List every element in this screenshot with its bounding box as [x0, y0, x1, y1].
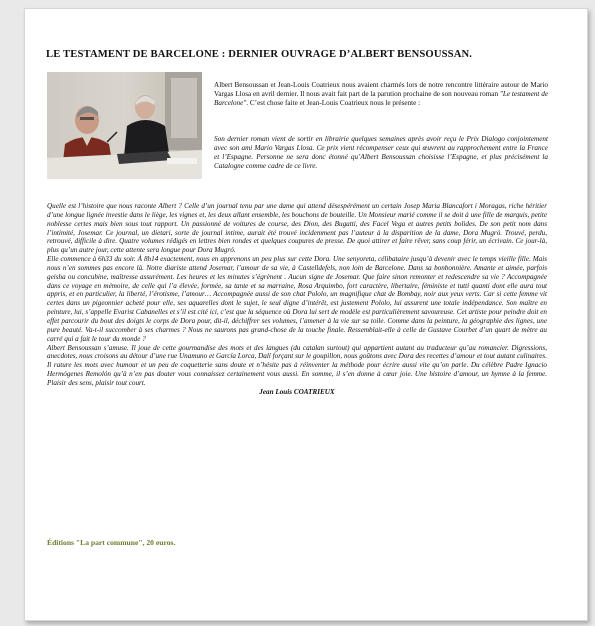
- intro-italic-paragraph: Son dernier roman vient de sortir en librairie quelques semaines après avoir reçu le Prix Dialogo conjointement avec son ami Mario Vargas Llosa. Ce prix vient récompenser ceux qui œuvrent au rapprochement entre la France et l’Espagne. Personne ne sera donc étonné qu’Albert Bensoussan choisisse l’Espagne, et plus précisément la Catalogne comme cadre de ce livre.: [214, 135, 548, 170]
- article-title: LE TESTAMENT DE BARCELONE : DERNIER OUVRAGE D’ALBERT BENSOUSSAN.: [46, 49, 473, 60]
- body-paragraph-2: Elle commence à 6h33 du soir. À 8h14 exactement, nous en apprenons un peu plus sur cette Dora. Une senyoreta, célibataire jusqu’à devenir avec le temps vieille fille. Mais nous n’en sommes pas encore là. Notre diariste attend Josemar, l’amour de sa vie, à Castelldefels, non loin de Barcelone. Dans sa bonbonnière. Amante et aimée, parfois geisha ou concubine, maîtresse assurément. Les heures et les minutes s’égrènent . Aucun signe de Josemar. Que faire sinon remonter et redescendre sa vie ? Accompagnée dans ce voyage en mémoire, de celle qui l’a élevée, formée, sa tante et sa marraine, Rosa Arquimbo, fort caractère, libertaire, féministe et tutti quanti dont elle aura tout appris, et en particulier, la liberté, l’érotisme, l’amour… Accompagnée aussi de son chat Pololo, un magnifique chat de Bombay, noir aux yeux verts. Car si cette femme vit certes dans un pigeonnier acheté pour elle, ses aquarelles dont le sujet, le seul digne d’intérêt, est justement Pololo, lui assurent une totale indépendance. Son maître en peinture, lui, s’appelle Evarist Cabanelles et s’il est cité ici, c’est que la séquence où Dora lui sert de modèle est particulièrement savoureuse. Cet artiste pour peindre doit en effet parcourir du bout des doigts le corps de Dora pour, dit-il, déchiffrer ses volumes, l’amener à la vie sur sa toile. Comme dans la peinture, la géographie des lignes, une pure beauté. Va-t-il succomber à ses charmes ? Nous ne saurons pas grand-chose de la touche finale. Ressemblait-elle à celle de Gustave Courbet d’un quart de mètre au carré qui a fait le tour du monde ?: [47, 255, 547, 343]
- photo-illustration: [47, 72, 202, 179]
- publisher-line: [47, 538, 175, 547]
- author-signature: Jean Louis COATRIEUX: [259, 387, 335, 396]
- publisher-price: , 20 euros.: [142, 538, 176, 547]
- photo-authors: [47, 72, 202, 179]
- body-paragraph-3: Albert Bensoussan s’amuse. Il joue de cette gourmandise des mots et des langues (du catalan surtout) qui appartient autant au traducteur qu’au romancier. Digressions, anecdotes, nous croisons au détour d’une rue Unamuno et García Lorca, Dalí forçant sur le goupillon, nous goûtons avec Dora des recettes d’amour et tout autant culinaires. Il rature les mots avec humour et un peu de coquetterie sans doute et n’hésite pas à réinventer la méthode pour écrire aussi vite qu’on parle. Du célèbre Padre Ignacio Hermógenes Remolón qu’à n’en pas douter vous connaissez certainement vous aussi. En somme, il s’en donne à cœur joie. Une histoire d’amour, un hymne à la femme. Plaisir des sens, plaisir tout court.: [47, 343, 547, 387]
- intro-paragraph: Albert Bensoussan et Jean-Louis Coatrieux nous avaient charmés lors de notre rencontre littéraire autour de Mario Vargas Llosa en avril dernier. Il nous avait fait part de la parution prochaine de son nouveau roman "Le testament de Barcelone". C’est chose faite et Jean-Louis Coatrieux nous le présente :: [214, 81, 549, 107]
- document-page: [24, 8, 588, 621]
- publisher-name: "La part commune": [75, 538, 143, 547]
- publisher-prefix: Éditions: [47, 538, 76, 547]
- body-paragraph-1: Quelle est l’histoire que nous raconte Albert ? Celle d’un journal tenu par une dame qui attend désespérément un certain Josep Maria Blancafort i Moragas, riche héritier d’une longue lignée investie dans le liège, les vignes et, les deux allant ensemble, les bouchons de bouteille. Un Monsieur marié comme il se doit à une fille de marquis, petite noblesse certes mais bien sous tout rapport. Un passionné de voitures de course, des Dion, des Bugatti, des Facel Vega et autres petits bolides. De son petit nom dans l’intimité, Josemar. Ce journal, un dietari, sorte de journal intime, aurait été trouvé incidemment pas l’auteur à la disparition de la dame, Dora Mugró. Trouvé, perdu, retrouvé, difficile à dire. Quatre volumes rédigés en lettres bien rondes et quelques coupures de presse. De quoi attirer et faire rêver, sans coup férir, un écrivain. Ce jour-là, plus qu’un autre jour, cette attente sera longue pour Dora Mugró.: [47, 202, 547, 255]
- article-body: [47, 202, 547, 397]
